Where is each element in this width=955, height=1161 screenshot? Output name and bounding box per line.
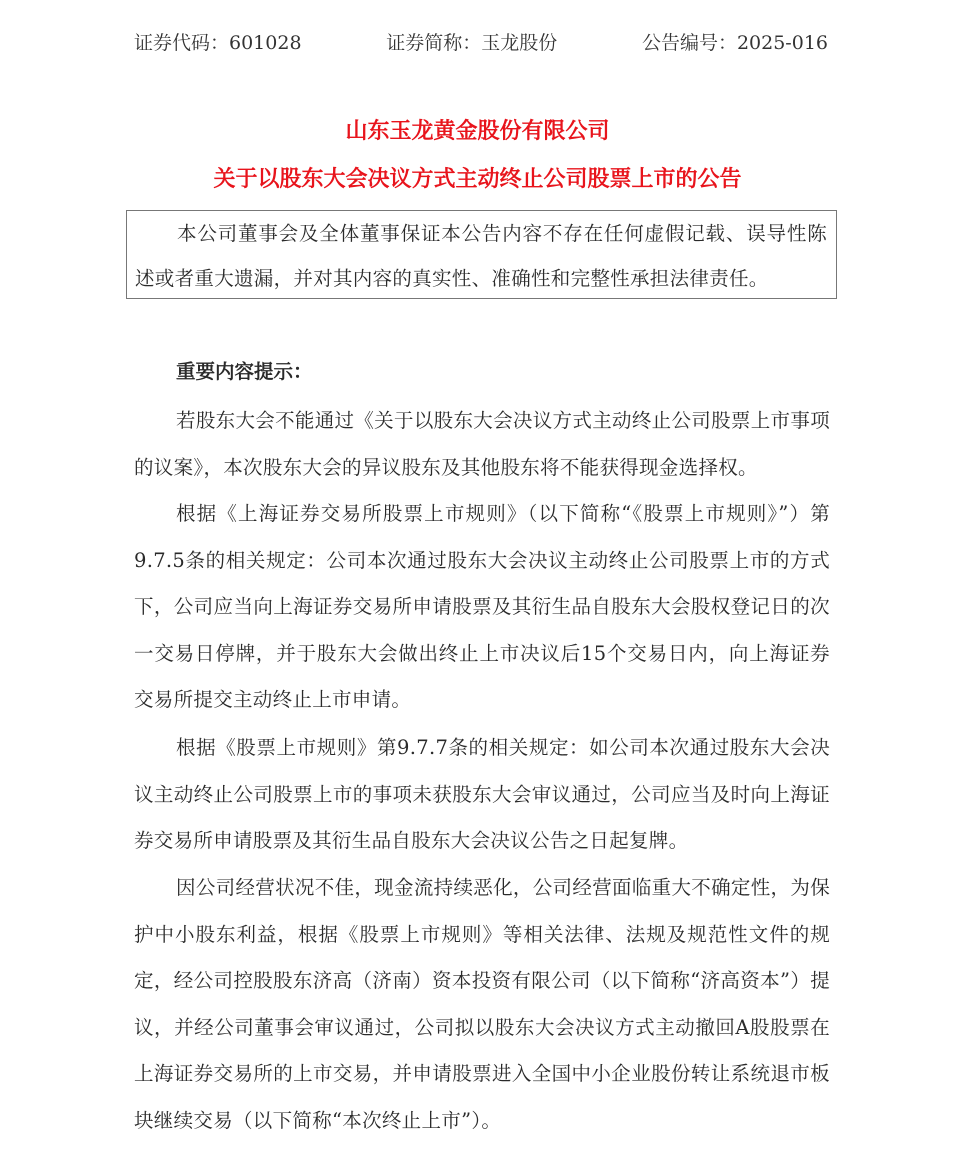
important-notice-heading: 重要内容提示： bbox=[176, 360, 313, 383]
stock-code: 证券代码：601028 bbox=[134, 32, 302, 54]
paragraph-2: 根据《上海证券交易所股票上市规则》（以下简称“《股票上市规则》”）第9.7.5条的相关规定：公司本次通过股东大会决议主动终止公司股票上市的方式下，公司应当向上海证券交易所申请股票及其衍生品自股东大会股权登记日的次一交易日停牌，并于股东大会做出终止上市决议后15个交易日内，向上海证券交易所提交主动终止上市申请。 bbox=[134, 502, 830, 711]
paragraph-3: 根据《股票上市规则》第9.7.7条的相关规定：如公司本次通过股东大会决议主动终止公司股票上市的事项未获股东大会审议通过，公司应当及时向上海证券交易所申请股票及其衍生品自股东大会决议公告之日起复牌。 bbox=[134, 736, 830, 852]
disclaimer-text: 本公司董事会及全体董事保证本公告内容不存在任何虚假记载、误导性陈述或者重大遗漏，并对其内容的真实性、准确性和完整性承担法律责任。 bbox=[135, 222, 827, 290]
document-header bbox=[134, 28, 828, 55]
disclaimer-box bbox=[126, 210, 837, 299]
company-name-title: 山东玉龙黄金股份有限公司 bbox=[345, 119, 610, 144]
paragraph-4: 因公司经营状况不佳，现金流持续恶化，公司经营面临重大不确定性，为保护中小股东利益，根据《股票上市规则》等相关法律、法规及规范性文件的规定，经公司控股股东济高（济南）资本投资有限公司（以下简称“济高资本”）提议，并经公司董事会审议通过，公司拟以股东大会决议方式主动撤回A股股票在上海证券交易所的上市交易，并申请股票进入全国中小企业股份转让系统退市板块继续交易（以下简称“本次终止上市”）。 bbox=[134, 876, 830, 1132]
announcement-number: 公告编号：2025-016 bbox=[641, 32, 828, 54]
stock-abbreviation: 证券简称：玉龙股份 bbox=[386, 32, 558, 54]
paragraph-1: 若股东大会不能通过《关于以股东大会决议方式主动终止公司股票上市事项的议案》，本次股东大会的异议股东及其他股东将不能获得现金选择权。 bbox=[134, 409, 830, 479]
announcement-title: 关于以股东大会决议方式主动终止公司股票上市的公告 bbox=[213, 167, 742, 192]
